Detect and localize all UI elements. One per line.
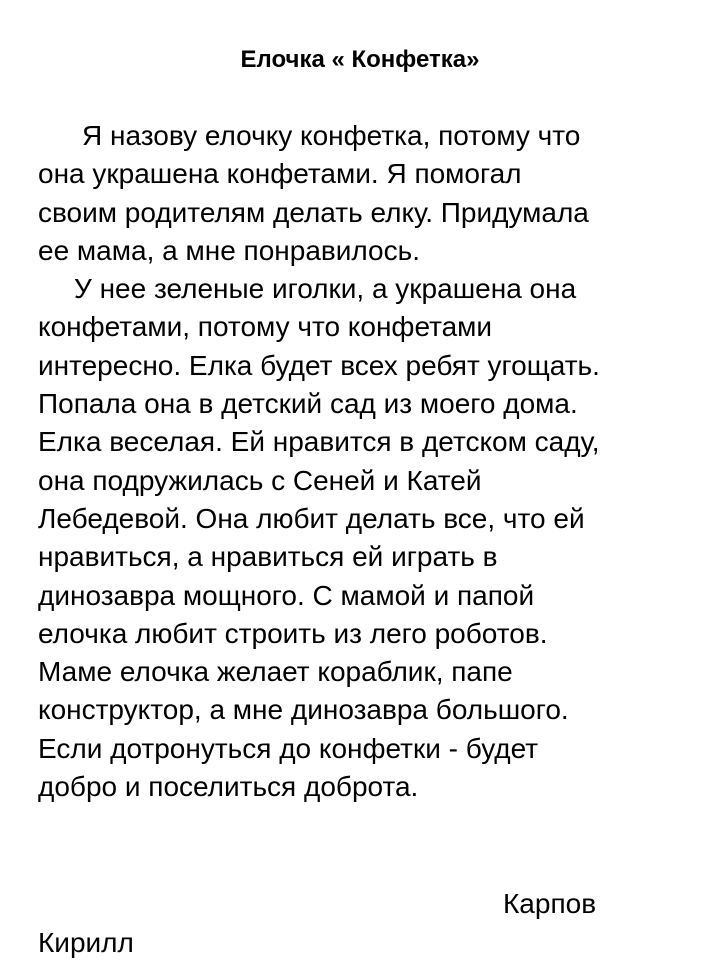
text-line: Я назову елочку конфетка, потому что — [82, 120, 581, 151]
document-title: Елочка « Конфетка» — [240, 46, 480, 73]
text-line: Маме елочка желает кораблик, папе — [38, 656, 513, 688]
text-line: Елка веселая. Ей нравится в детском саду, — [38, 426, 600, 458]
text-line: она подружилась с Сеней и Катей — [38, 464, 482, 496]
signature-last-name: Карпов — [503, 888, 597, 919]
text-line: Если дотронуться до конфетки - будет — [38, 732, 539, 764]
text-line: нравиться, а нравиться ей играть в — [38, 541, 498, 573]
signature-first-name: Кирилл — [38, 927, 134, 958]
text-line: конструктор, а мне динозавра большого. — [38, 694, 569, 726]
text-line: У нее зеленые иголки, а украшена она — [74, 273, 577, 305]
text-line: интересно. Елка будет всех ребят угощать. — [38, 349, 600, 381]
document-body — [38, 117, 698, 806]
text-line: конфетами, потому что конфетами — [38, 311, 493, 343]
text-line: она украшена конфетами. Я помогал — [38, 158, 522, 190]
text-line: елочка любит строить из лего роботов. — [38, 617, 548, 649]
text-line: Лебедевой. Она любит делать все, что ей — [38, 502, 585, 534]
text-line: добро и поселиться доброта. — [38, 771, 419, 803]
text-line: своим родителям делать елку. Придумала — [38, 196, 589, 228]
text-line: Попала она в детский сад из моего дома. — [38, 388, 578, 420]
text-line: динозавра мощного. С мамой и папой — [38, 579, 535, 611]
text-line: ее мама, а мне понравилось. — [38, 234, 420, 266]
